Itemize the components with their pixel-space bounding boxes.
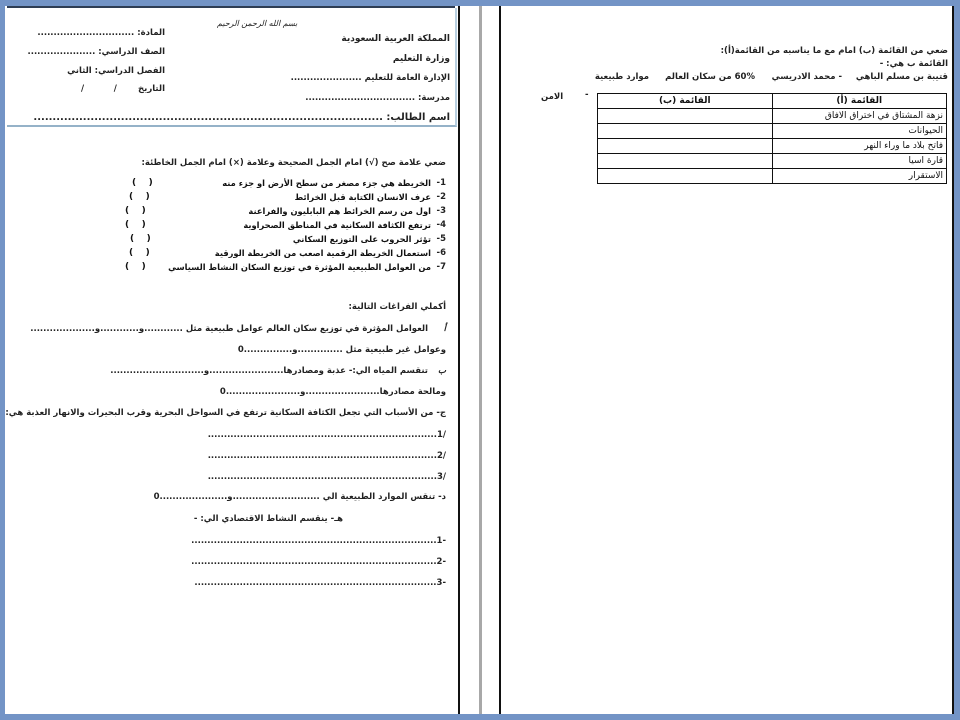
column-header-list-a: القائمة (أ) [772,94,947,109]
tf-item-text: استعمال الخريطة الرقمية اصعب من الخريطة الورقية [214,248,431,258]
column-header-list-b: القائمة (ب) [598,94,773,109]
semester-field: الفصل الدراسي: الثاني [67,66,165,76]
option-1: قتيبة بن مسلم الباهي [855,72,948,82]
item-a-marker: أ [443,324,446,334]
answer-cell[interactable] [598,109,773,124]
answer-parentheses[interactable]: ( ) [125,262,146,272]
option-3: 60% من سكان العالم [665,72,755,82]
fill-blanks-instruction: أكملي الفراغات التالية: [348,302,446,312]
option-4: موارد طبيعية [594,72,649,82]
answer-parentheses[interactable]: ( ) [125,206,146,216]
table-row [598,154,947,169]
kingdom-label: المملكة العربية السعودية [341,34,450,44]
true-false-instruction: ضعي علامة صح (√) امام الجمل الصحيحة وعلامة (×) امام الجمل الخاطئة: [141,158,446,168]
fill-e-blank-1[interactable]: -1............................................................................ [191,536,446,546]
tf-item-number: 5- [436,234,446,244]
table-row [598,124,947,139]
answer-cell[interactable] [598,154,773,169]
answer-cell[interactable] [598,169,773,184]
tf-item-text: تؤثر الحروب على التوزيع السكاني [292,234,431,244]
fill-e-question: هـ- ينقسم النشاط الاقتصادي الي: - [193,514,343,524]
directorate-field: الإدارة العامة للتعليم ...................... [290,73,450,83]
item-b-marker: ب [437,366,446,376]
page-right [501,6,954,714]
fill-c-blank-3[interactable]: /3....................................................................... [207,472,446,482]
answer-cell[interactable] [598,124,773,139]
grade-field: الصف الدراسي: ..................... [27,47,165,57]
option-2: - محمد الادريسي [771,72,842,82]
list-a-cell: فاتح بلاد ما وراء النهر [772,139,947,154]
answer-parentheses[interactable]: ( ) [125,220,146,230]
tf-item-text: من العوامل الطبيعية المؤثرة في توزيع السكان النشاط السياسي [168,262,431,272]
matching-instruction: ضعي من القائمة (ب) امام مع ما يناسبه من القائمة(أ): [720,46,948,56]
tf-item-number: 2- [436,192,446,202]
subject-field: المادة: .............................. [37,28,165,38]
matching-table [597,93,947,184]
answer-parentheses[interactable]: ( ) [130,234,151,244]
table-row [598,139,947,154]
tf-item-number: 7- [436,262,446,272]
table-header-row [598,94,947,109]
answer-parentheses[interactable]: ( ) [129,248,150,258]
fill-a-line2[interactable]: وعوامل غير طبيعية مثل ..............و...............0 [237,345,446,355]
fill-c-question: ج- من الأسباب التي تجعل الكثافة السكانية ترتفع في السواحل البحرية وقرب البحيرات والانهار العذبة هي: [5,408,446,418]
table-row [598,169,947,184]
list-a-cell: الاستقرار [772,169,947,184]
tf-item-number: 1- [436,178,446,188]
option-5-dash: - [585,90,589,100]
page-divider-left [458,6,460,714]
ministry-label: وزارة التعليم [392,54,450,64]
tf-item-number: 4- [436,220,446,230]
list-b-label: القائمة ب هي: - [879,59,948,69]
tf-item-number: 3- [436,206,446,216]
answer-cell[interactable] [598,139,773,154]
fill-b-line2[interactable]: ومالحة مصادرها.......................و.......................0 [219,387,446,397]
date-slashes: / / [81,84,117,94]
fill-e-blank-3[interactable]: -3........................................................................... [194,578,446,588]
table-row [598,109,947,124]
date-label: التاريخ [138,84,165,94]
tf-item-text: عرف الانسان الكتابة قبل الخرائط [294,192,431,202]
page-left [5,6,458,714]
answer-parentheses[interactable]: ( ) [132,178,153,188]
list-a-cell: قارة اسيا [772,154,947,169]
basmala: بسم الله الرحمن الرحيم [217,19,298,28]
tf-item-number: 6- [436,248,446,258]
tf-item-text: ترتفع الكثافة السكانية في المناطق الصحراوية [243,220,431,230]
fill-a-line1[interactable]: العوامل المؤثرة في توزيع سكان العالم عوامل طبيعية مثل ............و............و.................... [30,324,428,334]
fill-b-line1[interactable]: تنقسم المياه الي:- عذبة ومصادرها.......................و............................. [110,366,428,376]
fill-c-blank-2[interactable]: /2....................................................................... [207,451,446,461]
list-a-cell: الحيوانات [772,124,947,139]
fill-c-blank-1[interactable]: /1....................................................................... [207,430,446,440]
school-field: مدرسة: .................................. [305,93,450,103]
list-a-cell: نزهة المشتاق في اختراق الافاق [772,109,947,124]
tf-item-text: الخريطة هي جزء مصغر من سطح الأرض او جزء منه [222,178,431,188]
tf-item-text: اول من رسم الخرائط هم البابليون والفراعنة [248,206,431,216]
option-5: الامن [541,92,564,102]
page-gutter [479,6,482,714]
right-page-edge [952,6,954,714]
header-top-rule [7,6,455,8]
answer-parentheses[interactable]: ( ) [129,192,150,202]
student-name-field: اسم الطالب: ............................................................................................ [33,112,450,123]
fill-d-line[interactable]: د- تنقس الموارد الطبيعية الي ...........................و.....................0 [153,492,446,502]
fill-e-blank-2[interactable]: -2............................................................................ [191,557,446,567]
